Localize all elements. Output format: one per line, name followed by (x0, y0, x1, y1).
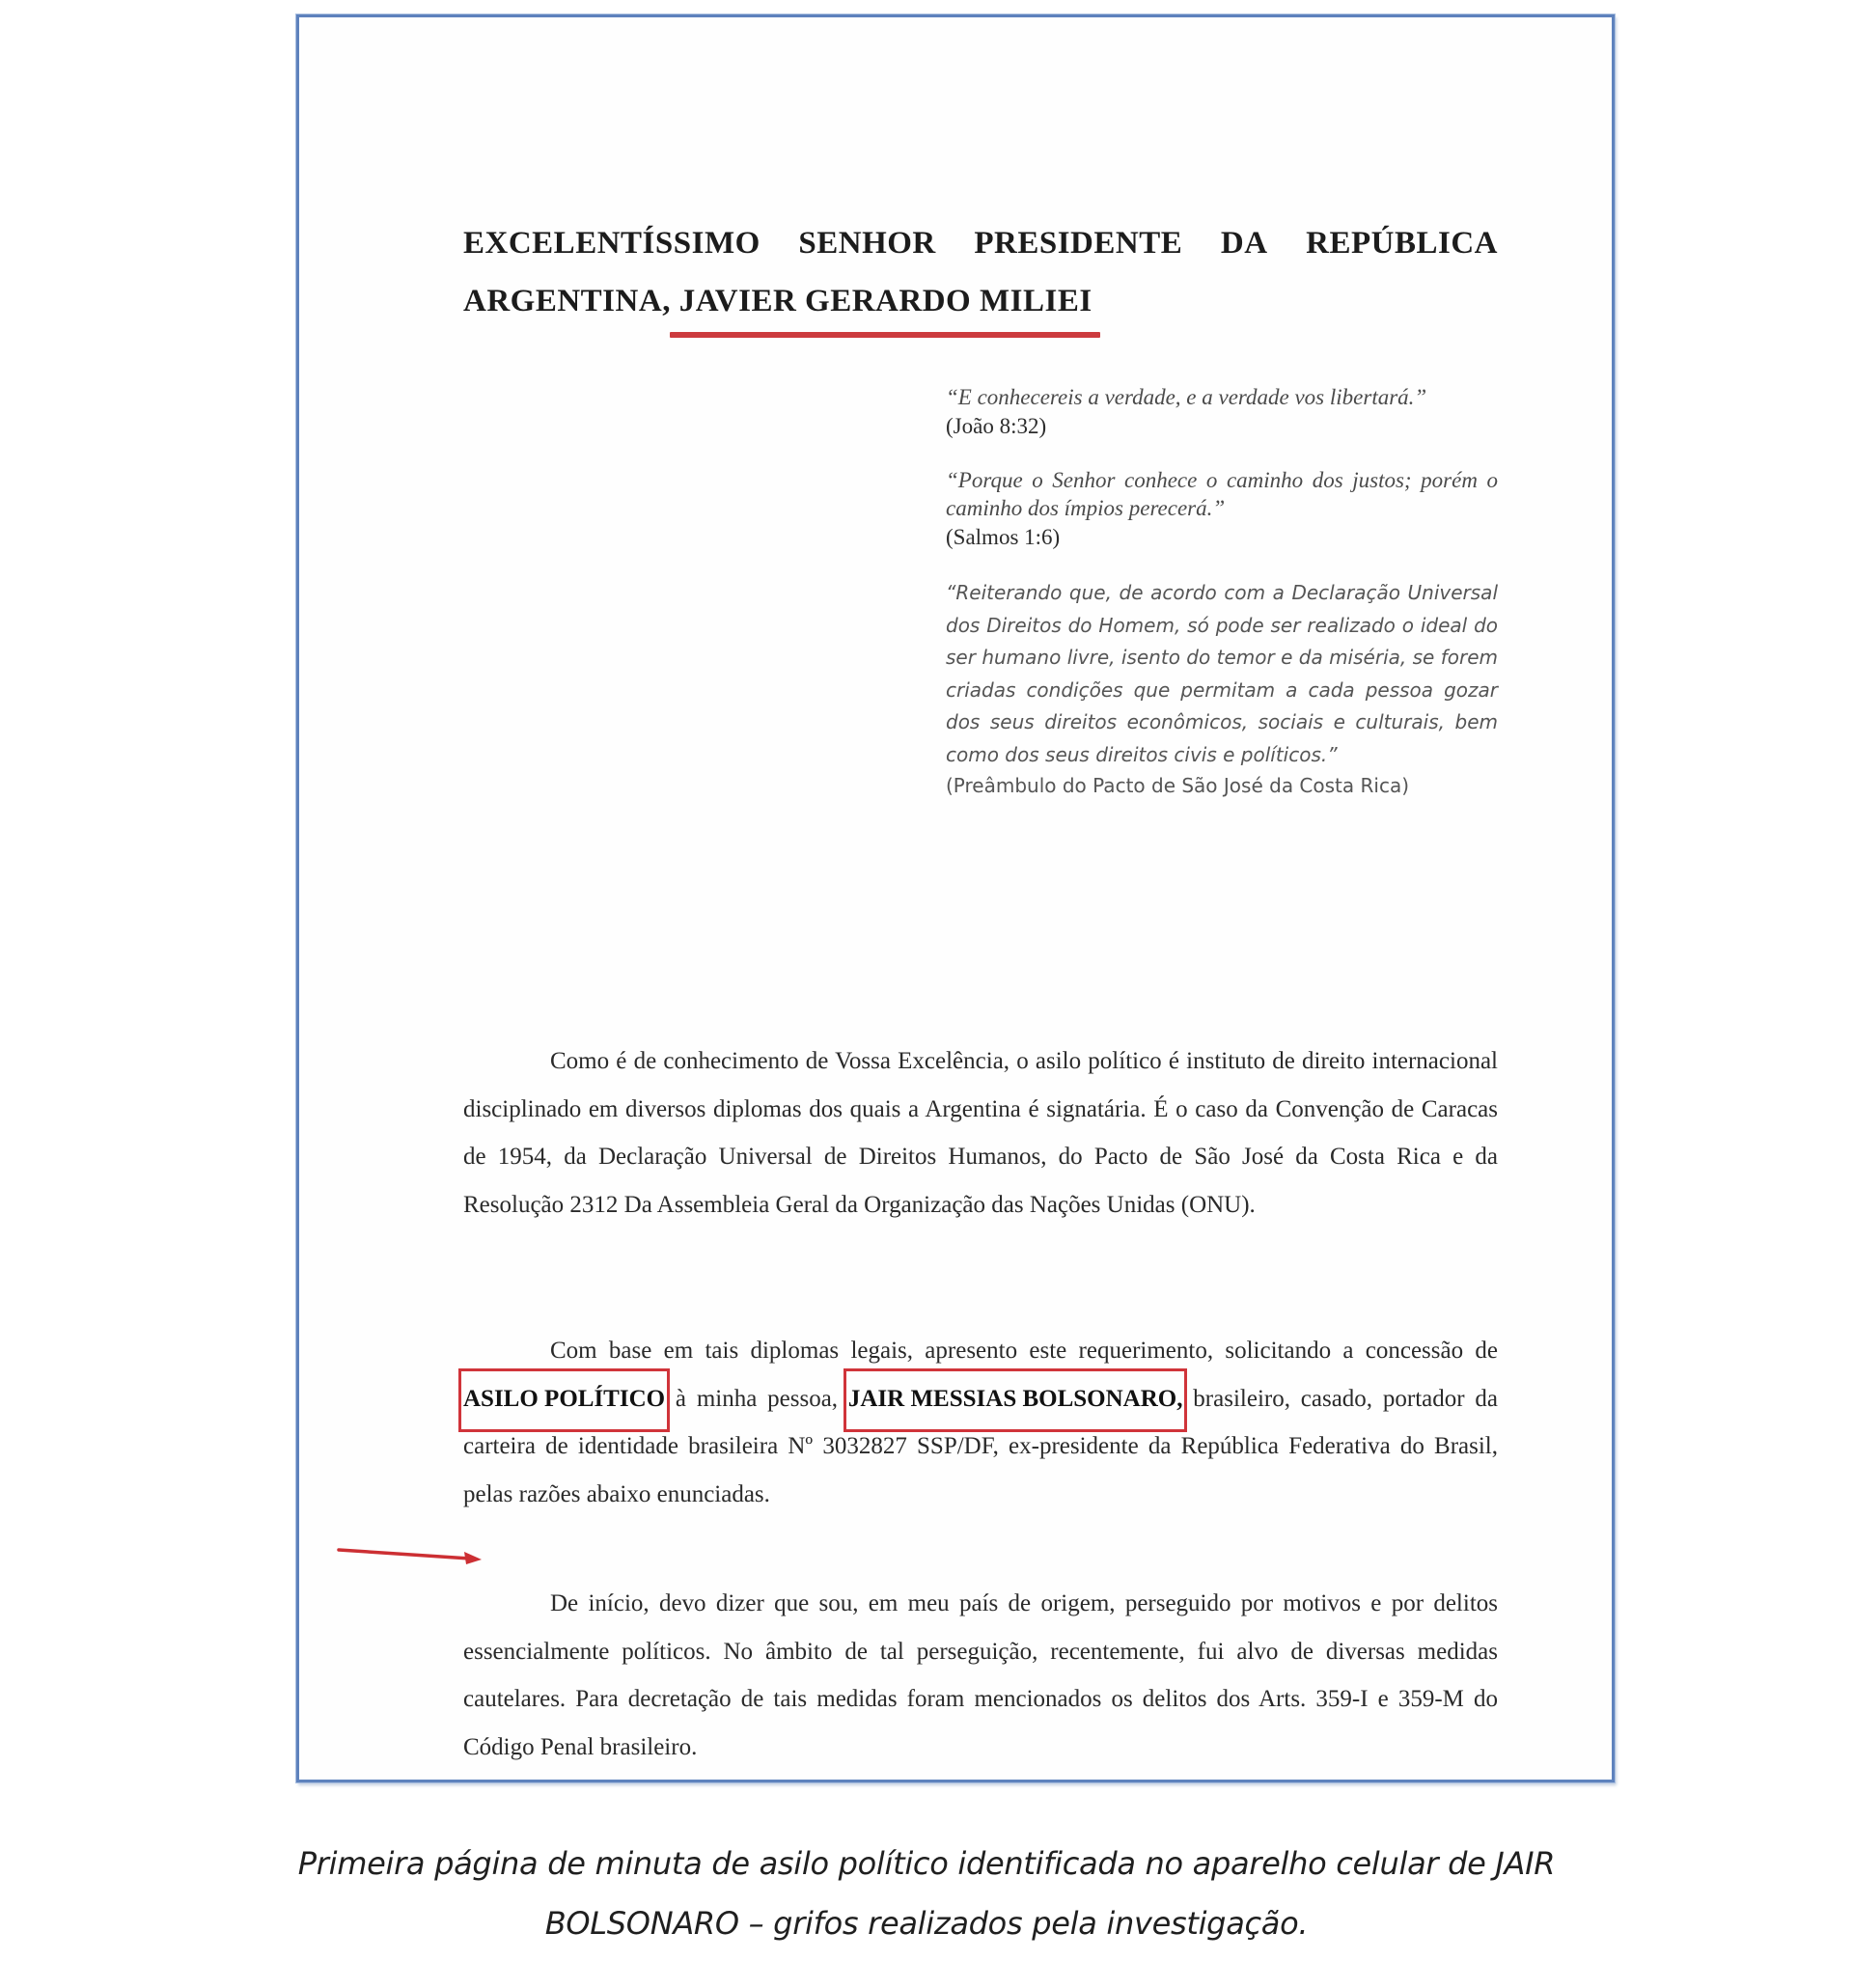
epigraph-psalms (946, 466, 1498, 552)
heading-line-1 (463, 214, 1498, 272)
epigraph-quote: “Reiterando que, de acordo com a Declaração Universal dos Direitos do Homem, só pode ser realizado o ideal do ser humano livre, isento do temor e da miséria, se forem criadas condições que permitam a cada pessoa gozar dos seus direitos econômicos, sociais e culturais, bem como dos seus direitos civis e políticos.” (946, 581, 1498, 766)
epigraph-reference: (Salmos 1:6) (946, 525, 1061, 549)
epigraph-john (946, 383, 1498, 441)
heading-line-2 (463, 272, 1498, 330)
epigraphs-block (946, 383, 1498, 825)
epigraph-pact (946, 577, 1498, 800)
epigraph-quote: “Porque o Senhor conhece o caminho dos justos; porém o caminho dos ímpios perecerá.” (946, 468, 1498, 520)
epigraph-reference: (Preâmbulo do Pacto de São José da Costa Rica) (946, 774, 1410, 797)
caption-line-2: BOLSONARO – grifos realizados pela investigação. (544, 1905, 1309, 1942)
heading-word: EXCELENTÍSSIMO (463, 226, 761, 261)
document-heading (463, 214, 1498, 330)
paragraph-asylum-request (463, 1327, 1498, 1518)
heading-word: PRESIDENTE (974, 226, 1183, 261)
paragraph-asylum-institute: Como é de conhecimento de Vossa Excelência, o asilo político é instituto de direito internacional disciplinado em diversos diplomas dos quais a Argentina é signatária. É o caso da Convenção de Caracas de 1954, da Declaração Universal de Direitos Humanos, do Pacto de São José da Costa Rica e da Resolução 2312 Da Assembleia Geral da Organização das Nações Unidas (ONU). (463, 1048, 1498, 1218)
figure-caption (0, 1834, 1853, 1953)
epigraph-reference: (João 8:32) (946, 414, 1047, 438)
red-underlined-name: JAVIER GERARDO MILIEI (679, 272, 1092, 330)
epigraph-quote: “E conhecereis a verdade, e a verdade vos libertará.” (946, 385, 1427, 409)
red-boxed-asylum: ASILO POLÍTICO (463, 1375, 665, 1423)
heading-word: SENHOR (798, 226, 936, 261)
paragraph-text: brasileiro, casado, portador da carteira de identidade brasileira Nº 3032827 SSP/DF, ex-presidente da República Federativa do Brasil, pelas razões abaixo enunciadas. (463, 1385, 1498, 1507)
heading-word: REPÚBLICA (1306, 226, 1498, 261)
red-boxed-name: JAIR MESSIAS BOLSONARO, (848, 1375, 1183, 1423)
paragraph-text: à minha pessoa, (665, 1385, 848, 1412)
paragraph-text: Com base em tais diplomas legais, apresento este requerimento, solicitando a concessão de (550, 1338, 1498, 1364)
heading-prefix: ARGENTINA, (463, 284, 679, 318)
caption-line-1: Primeira página de minuta de asilo político identificada no aparelho celular de JAIR (297, 1845, 1556, 1882)
paragraph-persecution: De início, devo dizer que sou, em meu país de origem, perseguido por motivos e por delitos essencialmente políticos. No âmbito de tal perseguição, recentemente, fui alvo de diversas medidas cautelares. Para decretação de tais medidas foram mencionados os delitos dos Arts. 359-I e 359-M do Código Penal brasileiro. (463, 1590, 1498, 1760)
heading-word: DA (1220, 226, 1268, 261)
red-arrow-icon (337, 1546, 482, 1565)
